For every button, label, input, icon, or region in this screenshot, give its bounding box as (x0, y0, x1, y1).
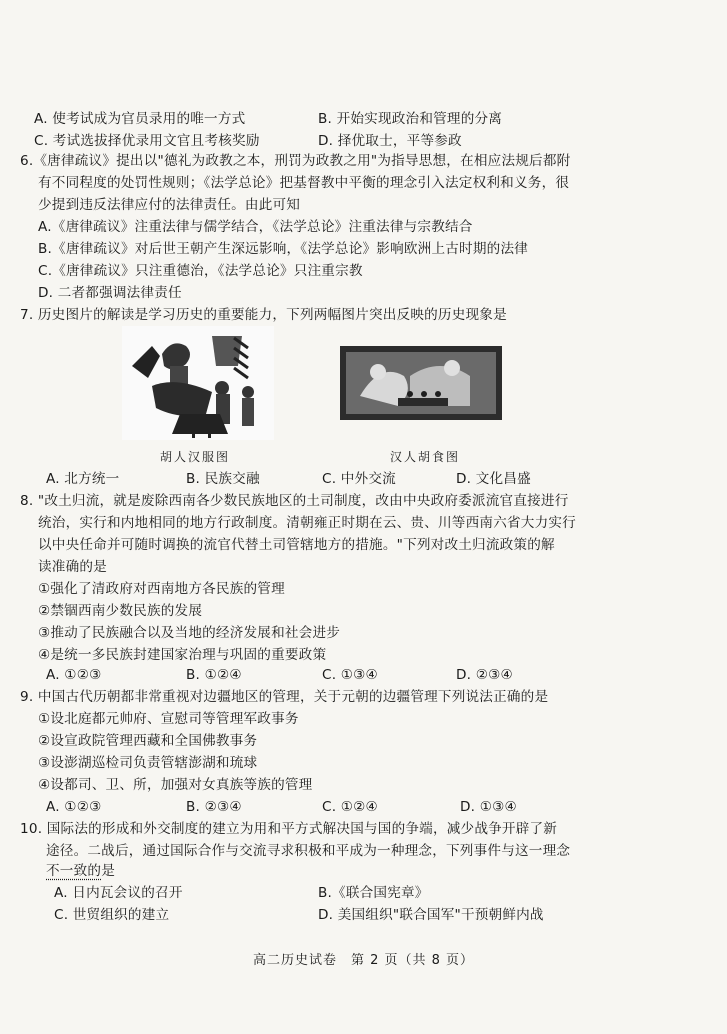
q9-option-c: C. ①②④ (322, 799, 378, 815)
q9-statement-1: ①设北庭都元帅府、宣慰司等管理军政事务 (38, 711, 299, 727)
q10-option-b: B.《联合国宪章》 (318, 885, 429, 901)
q5-option-b: B. 开始实现政治和管理的分离 (318, 111, 503, 127)
emphasis-not-consistent: 不一致的 (46, 863, 102, 879)
q6-option-d: D. 二者都强调法律责任 (38, 285, 182, 301)
q8-stem-line3: 以中央任命并可随时调换的流官代替土司管辖地方的措施。"下列对改土归流政策的解 (38, 537, 555, 553)
q9-statement-4: ④设都司、卫、所，加强对女真族等族的管理 (38, 777, 313, 793)
q8-stem-line4: 读准确的是 (38, 559, 107, 575)
q10-stem-line3-end: 是 (101, 863, 115, 879)
q9-statement-3: ③设澎湖巡检司负责管辖澎湖和琉球 (38, 755, 258, 771)
q10-option-d: D. 美国组织"联合国军"干预朝鲜内战 (318, 907, 544, 923)
q8-statement-3: ③推动了民族融合以及当地的经济发展和社会进步 (38, 625, 341, 641)
q7-option-a: A. 北方统一 (46, 471, 120, 487)
q6-stem-line1: 6.《唐律疏议》提出以"德礼为政教之本，刑罚为政教之用"为指导思想，在相应法规后都附 (20, 153, 571, 169)
q8-option-c: C. ①③④ (322, 667, 378, 683)
q7-option-d: D. 文化昌盛 (456, 471, 531, 487)
q10-option-c: C. 世贸组织的建立 (54, 907, 170, 923)
q7-option-b: B. 民族交融 (186, 471, 260, 487)
q9-option-a: A. ①②③ (46, 799, 102, 815)
hu-people-han-clothing-image (122, 326, 274, 440)
han-people-hu-food-image (340, 346, 502, 420)
q10-option-a: A. 日内瓦会议的召开 (54, 885, 183, 901)
q8-option-d: D. ②③④ (456, 667, 513, 683)
q7-option-c: C. 中外交流 (322, 471, 396, 487)
q9-option-b: B. ②③④ (186, 799, 242, 815)
q8-stem-line2: 统治，实行和内地相同的地方行政制度。清朝雍正时期在云、贵、川等西南六省大力实行 (38, 515, 576, 531)
q6-option-c: C.《唐律疏议》只注重德治，《法学总论》只注重宗教 (38, 263, 363, 279)
q10-stem-line2: 途径。二战后，通过国际合作与交流寻求积极和平成为一种理念，下列事件与这一理念 (46, 843, 571, 859)
q9-stem: 9. 中国古代历朝都非常重视对边疆地区的管理，关于元朝的边疆管理下列说法正确的是 (20, 689, 549, 705)
q8-option-a: A. ①②③ (46, 667, 102, 683)
q9-statement-2: ②设宣政院管理西藏和全国佛教事务 (38, 733, 258, 749)
q6-option-b: B.《唐律疏议》对后世王朝产生深远影响，《法学总论》影响欧洲上古时期的法律 (38, 241, 529, 257)
page-footer: 高二历史试卷 第 2 页（共 8 页） (252, 953, 475, 968)
q7-stem: 7. 历史图片的解读是学习历史的重要能力，下列两幅图片突出反映的历史现象是 (20, 307, 507, 323)
q6-option-a: A.《唐律疏议》注重法律与儒学结合，《法学总论》注重法律与宗教结合 (38, 219, 473, 235)
q8-stem-line1: 8. "改土归流，就是废除西南各少数民族地区的土司制度，改由中央政府委派流官直接进行 (20, 493, 569, 509)
q8-statement-1: ①强化了清政府对西南地方各民族的管理 (38, 581, 285, 597)
q8-statement-2: ②禁锢西南少数民族的发展 (38, 603, 203, 619)
q6-stem-line2: 有不同程度的处罚性规则；《法学总论》把基督教中平衡的理念引入法定权利和义务，很 (38, 175, 570, 191)
q10-stem-line1: 10. 国际法的形成和外交制度的建立为用和平方式解决国与国的争端，减少战争开辟了新 (20, 821, 558, 837)
caption-left: 胡人汉服图 (160, 450, 231, 464)
q6-stem-line3: 少提到违反法律应付的法律责任。由此可知 (38, 197, 301, 213)
q5-option-c: C. 考试选拔择优录用文官且考核奖励 (34, 133, 260, 149)
q8-statement-4: ④是统一多民族封建国家治理与巩固的重要政策 (38, 647, 327, 663)
q5-option-d: D. 择优取士，平等参政 (318, 133, 462, 149)
q5-option-a: A. 使考试成为官员录用的唯一方式 (34, 111, 246, 127)
caption-right: 汉人胡食图 (390, 450, 461, 464)
q10-stem-line3 (46, 862, 115, 880)
q9-option-d: D. ①③④ (460, 799, 517, 815)
q8-option-b: B. ①②④ (186, 667, 242, 683)
